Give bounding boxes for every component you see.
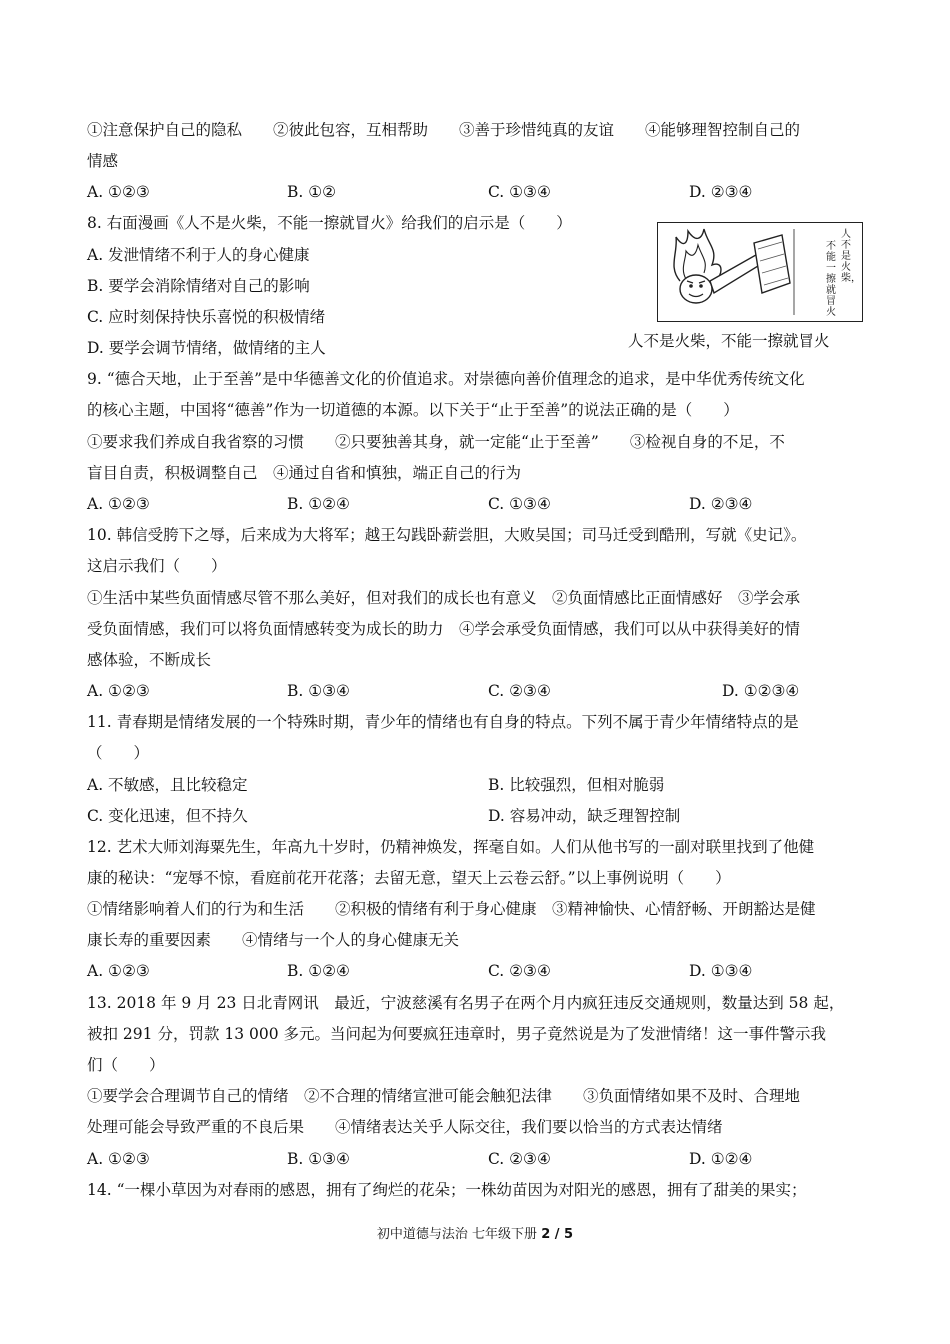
- q10-option-d: D. ①②③④: [722, 682, 800, 700]
- q9-option-d: D. ②③④: [689, 495, 753, 513]
- cartoon-vertical-text: 不能一擦就冒火: [826, 241, 836, 318]
- q13-option-a: A. ①②③: [87, 1150, 150, 1168]
- q12-option-b: B. ①②④: [287, 962, 350, 980]
- q12-statement-line: 康长寿的重要因素 ④情绪与一个人的身心健康无关: [87, 931, 460, 949]
- q12-option-a: A. ①②③: [87, 962, 150, 980]
- q13-option-c: C. ②③④: [488, 1150, 551, 1168]
- q11-stem-line: 11. 青春期是情绪发展的一个特殊时期，青少年的情绪也有自身的特点。下列不属于青少年情绪特点的是: [87, 713, 799, 731]
- cartoon-vertical-text: 人不是火柴，: [841, 229, 861, 284]
- q11-option-b: B. 比较强烈，但相对脆弱: [488, 776, 665, 794]
- q11-option-c: C. 变化迅速，但不持久: [87, 807, 248, 825]
- q7-statement-line: ①注意保护自己的隐私 ②彼此包容，互相帮助 ③善于珍惜纯真的友谊 ④能够理智控制自己的: [87, 121, 801, 139]
- q13-statement-line: ①要学会合理调节自己的情绪 ②不合理的情绪宣泄可能会触犯法律 ③负面情绪如果不及时、合理地: [87, 1087, 801, 1105]
- q7-statement-line: 情感: [87, 152, 119, 170]
- q9-statement-line: 盲目自责，积极调整自己 ④通过自省和慎独，端正自己的行为: [87, 464, 522, 482]
- q10-option-b: B. ①③④: [287, 682, 350, 700]
- page-number: 2 / 5: [541, 1227, 574, 1242]
- q12-stem-line: 12. 艺术大师刘海粟先生，年高九十岁时，仍精神焕发，挥毫自如。人们从他书写的一副对联里找到了他健: [87, 838, 815, 856]
- q10-statement-line: 受负面情感，我们可以将负面情感转变为成长的助力 ④学会承受负面情感，我们可以从中获得美好的情: [87, 620, 801, 638]
- q13-option-d: D. ①②④: [689, 1150, 753, 1168]
- q10-stem-line: 这启示我们（ ）: [87, 557, 227, 575]
- q7-option-a: A. ①②③: [87, 183, 150, 201]
- q7-option-c: C. ①③④: [488, 183, 551, 201]
- q13-option-b: B. ①③④: [287, 1150, 350, 1168]
- q10-statement-line: 感体验，不断成长: [87, 651, 212, 669]
- q12-statement-line: ①情绪影响着人们的行为和生活 ②积极的情绪有利于身心健康 ③精神愉快、心情舒畅、开朗豁达是健: [87, 900, 816, 918]
- q14-stem-line: 14. “一棵小草因为对春雨的感恩，拥有了绚烂的花朵；一株幼苗因为对阳光的感恩，拥有了甜美的果实；: [87, 1181, 807, 1199]
- q10-statement-line: ①生活中某些负面情感尽管不那么美好，但对我们的成长也有意义 ②负面情感比正面情感好 ③学会承: [87, 589, 801, 607]
- q13-stem-line: 被扣 291 分，罚款 13 000 多元。当问起为何要疯狂违章时，男子竟然说是为了发泄情绪！这一事件警示我: [87, 1025, 827, 1043]
- q9-stem-line: 9. “德合天地，止于至善”是中华德善文化的价值追求。对崇德向善价值理念的追求，是中华优秀传统文化: [87, 370, 805, 388]
- page-footer: [0, 1226, 950, 1244]
- cartoon-caption: 人不是火柴，不能一擦就冒火: [628, 332, 830, 350]
- q12-stem-line: 康的秘诀：“宠辱不惊，看庭前花开花落；去留无意，望天上云卷云舒。”以上事例说明（ ）: [87, 869, 731, 887]
- q10-stem-line: 10. 韩信受胯下之辱，后来成为大将军；越王勾践卧薪尝胆，大败吴国；司马迁受到酷刑，写就《史记》。: [87, 526, 807, 544]
- q13-statement-line: 处理可能会导致严重的不良后果 ④情绪表达关乎人际交往，我们要以恰当的方式表达情绪: [87, 1118, 723, 1136]
- q9-option-c: C. ①③④: [488, 495, 551, 513]
- q13-stem-line: 们（ ）: [87, 1056, 165, 1074]
- q8-option-b: B. 要学会消除情绪对自己的影响: [87, 277, 310, 295]
- q12-option-c: C. ②③④: [488, 962, 551, 980]
- q7-option-b: B. ①②: [287, 183, 337, 201]
- q12-option-d: D. ①③④: [689, 962, 753, 980]
- q11-option-a: A. 不敏感，且比较稳定: [87, 776, 248, 794]
- q9-option-b: B. ①②④: [287, 495, 350, 513]
- q9-option-a: A. ①②③: [87, 495, 150, 513]
- q11-option-d: D. 容易冲动，缺乏理智控制: [488, 807, 681, 825]
- q13-stem-line: 13. 2018 年 9 月 23 日北青网讯 最近，宁波慈溪有名男子在两个月内疯狂违反交通规则，数量达到 58 起，: [87, 994, 845, 1012]
- q7-option-d: D. ②③④: [689, 183, 753, 201]
- q11-stem-line: （ ）: [87, 744, 150, 762]
- footer-text: 初中道德与法治 七年级下册: [376, 1227, 542, 1242]
- q9-stem-line: 的核心主题，中国将“德善”作为一切道德的本源。以下关于“止于至善”的说法正确的是（ ）: [87, 401, 739, 419]
- q8-option-a: A. 发泄情绪不利于人的身心健康: [87, 246, 310, 264]
- q9-statement-line: ①要求我们养成自我省察的习惯 ②只要独善其身，就一定能“止于至善” ③检视自身的不足，不: [87, 433, 785, 451]
- q8-stem: 8. 右面漫画《人不是火柴，不能一擦就冒火》给我们的启示是（ ）: [87, 214, 572, 232]
- q10-option-a: A. ①②③: [87, 682, 150, 700]
- q10-option-c: C. ②③④: [488, 682, 551, 700]
- q8-option-d: D. 要学会调节情绪，做情绪的主人: [87, 339, 326, 357]
- match-cartoon: [657, 222, 863, 322]
- q8-option-c: C. 应时刻保持快乐喜悦的积极情绪: [87, 308, 326, 326]
